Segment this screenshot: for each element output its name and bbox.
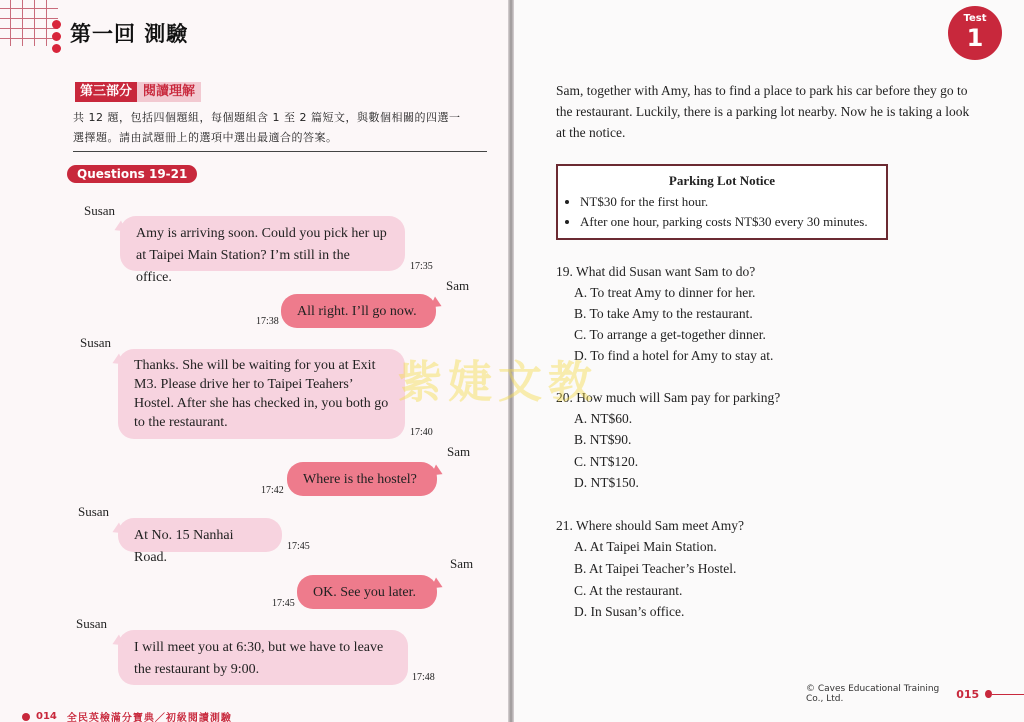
- watermark: 紫婕文教: [398, 357, 598, 408]
- bubble-line: at Taipei Main Station? I’m still in the office.: [136, 248, 350, 285]
- chat-speaker: Sam: [446, 278, 470, 293]
- chat-speaker: Susan: [84, 203, 116, 218]
- chat-bubble-incoming: [118, 630, 408, 685]
- chat-timestamp: 17:38: [256, 316, 279, 327]
- test-badge: [948, 6, 1002, 60]
- question-stem: 20. How much will Sam pay for parking?: [556, 390, 781, 405]
- notice-item: • After one hour, parking costs NT$30 every 30 minutes.: [580, 212, 878, 232]
- notice-list: [566, 192, 878, 232]
- answer-option: C. At the restaurant.: [574, 583, 683, 598]
- bubble-line: the restaurant by 9:00.: [134, 662, 260, 677]
- parking-notice: [556, 164, 888, 240]
- bubble-line: Hostel. After she has checked in, you both go: [134, 396, 389, 411]
- answer-option: A. NT$60.: [574, 411, 633, 426]
- divider: [73, 151, 487, 152]
- chat-bubble-incoming: [120, 216, 405, 285]
- chat-bubble-incoming: [118, 349, 405, 439]
- bubble-line: I will meet you at 6:30, but we have to leave: [134, 640, 384, 655]
- footer-line: [992, 694, 1024, 695]
- page-footer: [14, 709, 232, 722]
- chat-timestamp: 17:35: [410, 261, 433, 272]
- chat-speaker: Susan: [76, 616, 108, 631]
- answer-option: A. To treat Amy to dinner for her.: [574, 285, 756, 300]
- chapter-title: 第一回 測驗: [70, 22, 189, 46]
- test-label: Test: [963, 13, 987, 24]
- chat-speaker: Susan: [80, 335, 112, 350]
- chat-bubble-outgoing: [287, 462, 437, 496]
- book-title: 全民英檢滿分寶典／初級閱讀測驗: [66, 713, 232, 722]
- chat-timestamp: 17:48: [412, 672, 435, 683]
- chat-speaker: Sam: [450, 556, 474, 571]
- chat-bubble-incoming: [118, 518, 282, 565]
- bubble-line: Where is the hostel?: [303, 472, 417, 487]
- passage: [556, 80, 976, 143]
- chat-bubble-outgoing: [297, 575, 437, 609]
- answer-option: B. At Taipei Teacher’s Hostel.: [574, 561, 737, 576]
- notice-title: Parking Lot Notice: [668, 173, 776, 188]
- passage-line: at the notice.: [556, 125, 626, 140]
- passage-line: Sam, together with Amy, has to find a place to park his car before they go to: [556, 83, 968, 98]
- questions-tag: Questions 19-21: [67, 165, 197, 183]
- answer-option: D. In Susan’s office.: [574, 604, 685, 619]
- instructions: [73, 108, 489, 148]
- bubble-line: All right. I’ll go now.: [297, 304, 417, 319]
- answer-option: D. To find a hotel for Amy to stay at.: [574, 348, 774, 363]
- bubble-line: M3. Please drive her to Taipei Teahers’: [134, 377, 354, 392]
- section-name: 閱讀理解: [137, 82, 201, 102]
- page-dot-icon: [22, 713, 30, 721]
- section-number: 第三部分: [75, 82, 137, 102]
- bubble-line: to the restaurant.: [134, 415, 228, 430]
- page-number: 014: [36, 711, 57, 722]
- chat-timestamp: 17:45: [272, 598, 295, 609]
- copyright: © Caves Educational Training Co., Ltd.: [806, 684, 940, 704]
- chat-timestamp: 17:42: [261, 485, 284, 496]
- answer-option: D. NT$150.: [574, 475, 639, 490]
- section-tag: [75, 82, 201, 102]
- test-number: 1: [966, 24, 984, 52]
- instructions-line: 共 12 題，包括四個題組，每個題組含 1 至 2 篇短文，與數個相關的四選一: [73, 111, 461, 124]
- instructions-line: 選擇題。請由試題冊上的選項中選出最適合的答案。: [73, 131, 338, 144]
- answer-option: C. NT$120.: [574, 454, 639, 469]
- bubble-line: OK. See you later.: [313, 585, 417, 600]
- answer-option: A. At Taipei Main Station.: [574, 539, 717, 554]
- answer-option: C. To arrange a get-together dinner.: [574, 327, 766, 342]
- decorative-dots: [52, 20, 62, 56]
- page-number: 015: [956, 687, 980, 701]
- notice-item: • NT$30 for the first hour.: [580, 192, 878, 212]
- chat-bubble-outgoing: [281, 294, 436, 328]
- chat-speaker: Susan: [78, 504, 110, 519]
- question-stem: 21. Where should Sam meet Amy?: [556, 518, 744, 533]
- decorative-grid: [0, 0, 58, 46]
- page-footer: [806, 684, 1024, 704]
- passage-line: the restaurant. Luckily, there is a parking lot nearby. Now he is taking a look: [556, 104, 970, 119]
- bubble-line: Amy is arriving soon. Could you pick her up: [136, 226, 387, 241]
- question-stem: 19. What did Susan want Sam to do?: [556, 264, 756, 279]
- bubble-line: At No. 15 Nanhai Road.: [134, 528, 234, 565]
- answer-option: B. To take Amy to the restaurant.: [574, 306, 753, 321]
- chat-speaker: Sam: [447, 444, 471, 459]
- answer-option: B. NT$90.: [574, 432, 632, 447]
- chat-timestamp: 17:45: [287, 541, 310, 552]
- bubble-line: Thanks. She will be waiting for you at Exit: [134, 358, 376, 373]
- chat-timestamp: 17:40: [410, 427, 433, 438]
